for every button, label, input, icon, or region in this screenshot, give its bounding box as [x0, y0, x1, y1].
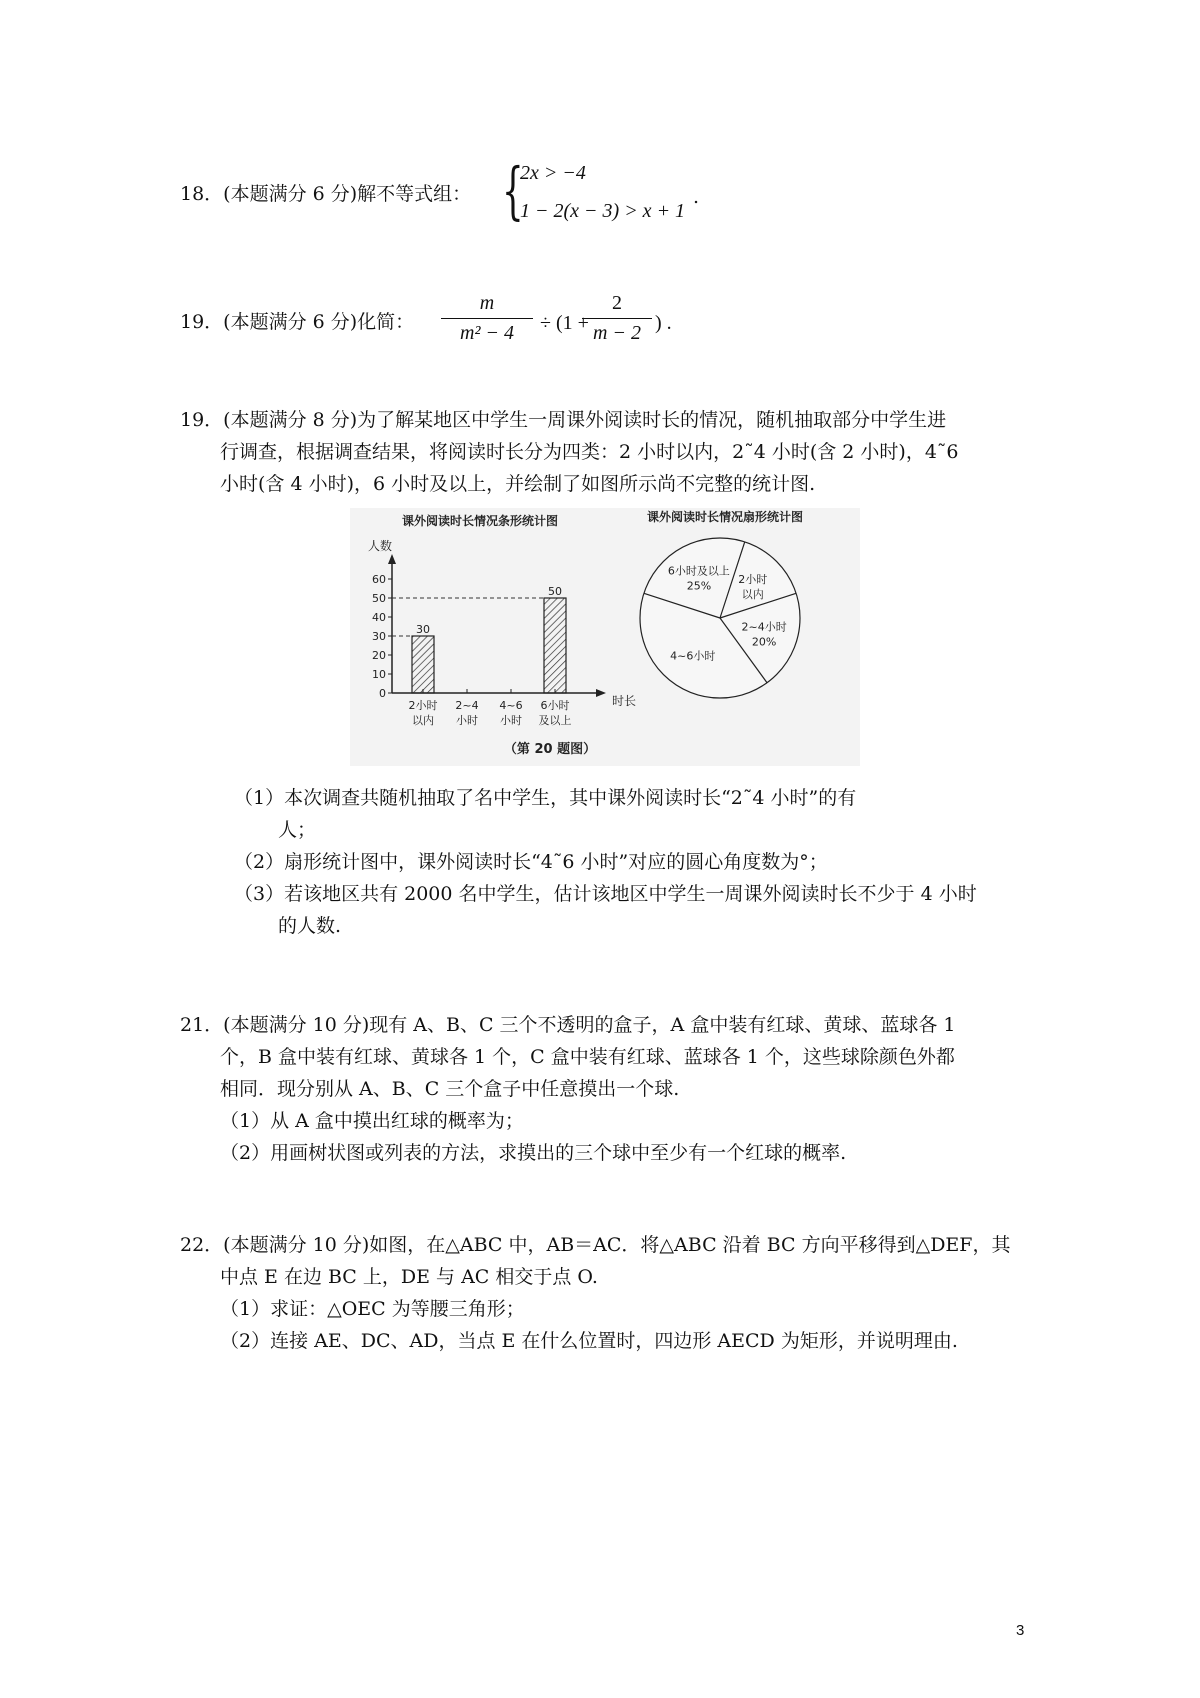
q19a-denominator-1: m² − 4: [460, 322, 514, 344]
q18-inequality-1: 2x > −4: [520, 162, 586, 184]
q21-line-3: 相同．现分别从 A、B、C 三个盒子中任意摸出一个球.: [220, 1078, 680, 1100]
q19b-line-1: 19．(本题满分 8 分)为了解某地区中学生一周课外阅读时长的情况，随机抽取部分中学生进: [180, 409, 947, 431]
bar-chart-ylabel: 人数: [368, 539, 393, 553]
y-tick-label: 40: [372, 611, 386, 624]
q22-line-2: 中点 E 在边 BC 上，DE 与 AC 相交于点 O.: [220, 1266, 598, 1288]
q19a-fraction-1: [441, 292, 533, 345]
y-tick-label: 50: [372, 592, 386, 605]
pie-slice-label: 以内: [741, 588, 764, 602]
bar: [412, 636, 434, 693]
q19a-fraction-2: [582, 292, 652, 345]
pie-slice-label: 6小时及以上: [667, 564, 730, 578]
x-category-label: 以内: [412, 714, 434, 727]
x-category-label: 4~6: [499, 699, 523, 712]
bar-value-label: 50: [548, 585, 562, 598]
bar-value-label: 30: [416, 623, 430, 636]
q19b-line-3: 小时(含 4 小时)，6 小时及以上，并绘制了如图所示尚不完整的统计图.: [220, 473, 816, 495]
fraction-bar: [441, 318, 533, 319]
q19b-sub-2: （2）扇形统计图中，课外阅读时长“4˜6 小时”对应的圆心角度数为°；: [234, 851, 828, 873]
q22-sub-2: （2）连接 AE、DC、AD，当点 E 在什么位置时，四边形 AECD 为矩形，并说明理由.: [220, 1330, 958, 1352]
x-category-label: 小时: [500, 714, 522, 727]
fraction-bar: [582, 318, 652, 319]
x-category-label: 2~4: [455, 699, 479, 712]
q19a-label: 19．(本题满分 6 分)化简：: [180, 311, 415, 333]
q19b-line-2: 行调查，根据调查结果，将阅读时长分为四类：2 小时以内，2˜4 小时(含 2 小时)，4˜6: [220, 441, 959, 463]
x-category-label: 小时: [456, 714, 478, 727]
y-tick-label: 20: [372, 649, 386, 662]
q18-end: .: [693, 186, 700, 208]
q21-line-1: 21．(本题满分 10 分)现有 A、B、C 三个不透明的盒子，A 盒中装有红球、黄球、蓝球各 1: [180, 1014, 956, 1036]
y-tick-label: 10: [372, 668, 386, 681]
figure-caption: （第 20 题图）: [503, 742, 597, 757]
pie-slice-label: 4~6小时: [670, 649, 716, 663]
q18-inequality-2: 1 − 2(x − 3) > x + 1: [520, 200, 686, 222]
pie-slice-label: 20%: [751, 635, 777, 649]
pie-slice-label: 25%: [686, 579, 712, 593]
pie-chart-title: 课外阅读时长情况扇形统计图: [646, 510, 804, 524]
q19a-numerator-2: 2: [612, 292, 622, 314]
pie-slice-label: 2~4小时: [741, 620, 787, 634]
bar-chart-xlabel: 时长: [612, 694, 637, 708]
q19b-sub-3b: 的人数.: [278, 915, 342, 937]
q19b-sub-1a: （1）本次调查共随机抽取了名中学生，其中课外阅读时长“2˜4 小时”的有: [234, 787, 857, 809]
q21-sub-2: （2）用画树状图或列表的方法，求摸出的三个球中至少有一个红球的概率.: [220, 1142, 847, 1164]
pie-slice-label: 2小时: [738, 573, 768, 587]
q19b-sub-1b: 人；: [278, 819, 317, 841]
y-tick-label: 0: [379, 687, 386, 700]
x-category-label: 及以上: [538, 714, 572, 727]
q21-line-2: 个，B 盒中装有红球、黄球各 1 个，C 盒中装有红球、蓝球各 1 个，这些球除颜色外都: [220, 1046, 955, 1068]
q18-brace: {: [502, 154, 524, 227]
statistics-figure: [350, 508, 860, 766]
q19a-numerator-1: m: [479, 292, 495, 314]
y-tick-label: 30: [372, 630, 386, 643]
q19a-denominator-2: m − 2: [593, 322, 641, 344]
q22-sub-1: （1）求证：△OEC 为等腰三角形；: [220, 1298, 525, 1320]
q19a-end: ) .: [655, 312, 672, 334]
q21-sub-1: （1）从 A 盒中摸出红球的概率为；: [220, 1110, 524, 1132]
q22-line-1: 22．(本题满分 10 分)如图，在△ABC 中，AB＝AC．将△ABC 沿着 BC 方向平移得到△DEF，其: [180, 1234, 1011, 1256]
bar: [544, 598, 566, 693]
q18-label: 18．(本题满分 6 分)解不等式组：: [180, 183, 472, 205]
q19a-middle: ÷ (1 +: [540, 312, 589, 334]
page-number: 3: [1016, 1622, 1025, 1639]
q19b-sub-3a: （3）若该地区共有 2000 名中学生，估计该地区中学生一周课外阅读时长不少于 4 小时: [234, 883, 977, 905]
pie: [640, 538, 800, 698]
y-tick-label: 60: [372, 573, 386, 586]
x-category-label: 6小时: [540, 699, 570, 712]
x-category-label: 2小时: [408, 699, 438, 712]
bar-chart-title: 课外阅读时长情况条形统计图: [401, 514, 559, 528]
